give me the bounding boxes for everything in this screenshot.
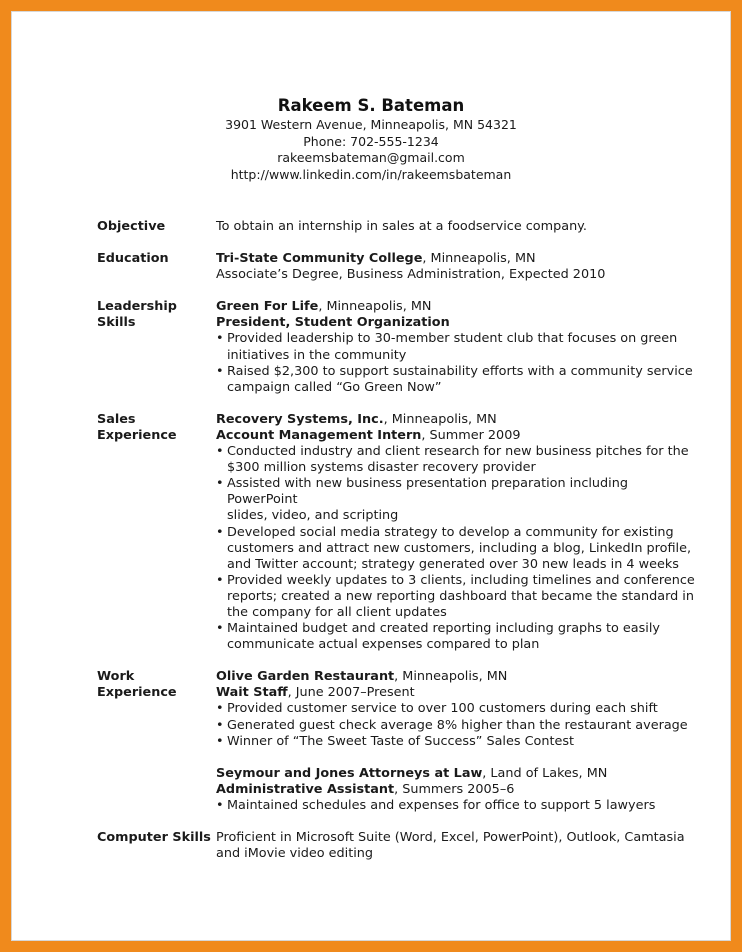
work-bullets (216, 798, 697, 814)
sales-bullets (216, 444, 697, 653)
company-name: Seymour and Jones Attorneys at Law (216, 765, 483, 781)
section-label: Computer Skills (97, 830, 211, 845)
company-location: , Land of Lakes, MN (482, 765, 608, 781)
list-item: • Provided weekly updates to 3 clients, including timelines and conference reports; created a new reporting dashboard that became the standard in the company for all client updates (216, 573, 697, 621)
company-location: , Minneapolis, MN (394, 669, 508, 685)
school-name: Tri-State Community College (216, 251, 423, 267)
website: http://www.linkedin.com/in/rakeemsbateman (230, 166, 512, 182)
org-location: , Minneapolis, MN (318, 299, 432, 315)
list-item: • Developed social media strategy to develop a community for existing customers and attract new customers, including a blog, LinkedIn profile, and Twitter account; strategy generated over 30 new leads in 4 weeks (216, 525, 697, 573)
computer-skills-line: Proficient in Microsoft Suite (Word, Excel, PowerPoint), Outlook, Camtasia (216, 830, 685, 845)
company-name: Olive Garden Restaurant (216, 669, 395, 685)
list-item: • Assisted with new business presentation preparation including PowerPoint slides, video, and scripting (216, 476, 697, 524)
work-bullets (216, 701, 697, 749)
section-label: Work Experience (97, 669, 177, 701)
position-dates: , Summer 2009 (421, 427, 521, 443)
position-dates: , June 2007–Present (287, 685, 415, 701)
list-item: • Conducted industry and client research for new business pitches for the $300 million systems disaster recovery provider (216, 444, 697, 476)
list-item: • Generated guest check average 8% higher than the restaurant average (216, 718, 697, 734)
company-location: , Minneapolis, MN (383, 411, 497, 427)
objective-text: To obtain an internship in sales at a foodservice company. (216, 219, 587, 234)
list-item: • Provided customer service to over 100 customers during each shift (216, 701, 697, 717)
education-section (97, 251, 697, 283)
position-title: Wait Staff (216, 685, 288, 701)
list-item: • Maintained schedules and expenses for office to support 5 lawyers (216, 798, 697, 814)
org-name: Green For Life (216, 299, 319, 315)
list-item: • Winner of “The Sweet Taste of Success” Sales Contest (216, 734, 697, 750)
computer-skills-section (97, 830, 697, 862)
leadership-section (97, 299, 697, 396)
section-label: Education (97, 251, 169, 267)
list-item: • Provided leadership to 30-member student club that focuses on green initiatives in the community (216, 331, 697, 363)
objective-section (97, 219, 697, 235)
list-item: • Raised $2,300 to support sustainability efforts with a community service campaign called “Go Green Now” (216, 364, 697, 396)
email: rakeemsbateman@gmail.com (277, 150, 465, 165)
resume-header (0, 95, 742, 183)
school-location: , Minneapolis, MN (422, 251, 536, 267)
section-label: Sales Experience (97, 411, 177, 443)
leadership-bullets (216, 331, 697, 395)
section-label: Objective (97, 219, 166, 234)
phone: Phone: 702-555-1234 (303, 133, 439, 149)
candidate-name: Rakeem S. Bateman (277, 96, 465, 115)
sales-section (97, 412, 697, 653)
position-title: Administrative Assistant (216, 781, 395, 797)
list-item: • Maintained budget and created reporting including graphs to easily communicate actual expenses compared to plan (216, 621, 697, 653)
section-label: Leadership Skills (97, 299, 177, 331)
resume-body (97, 219, 697, 862)
company-name: Recovery Systems, Inc. (216, 411, 384, 427)
position-title: Account Management Intern (216, 427, 422, 443)
position-title: President, Student Organization (216, 315, 450, 331)
position-dates: , Summers 2005–6 (394, 781, 515, 797)
computer-skills-line: and iMovie video editing (216, 846, 374, 862)
work-section (97, 669, 697, 814)
degree: Associate’s Degree, Business Administration, Expected 2010 (216, 267, 606, 283)
address: 3901 Western Avenue, Minneapolis, MN 54321 (225, 117, 517, 132)
